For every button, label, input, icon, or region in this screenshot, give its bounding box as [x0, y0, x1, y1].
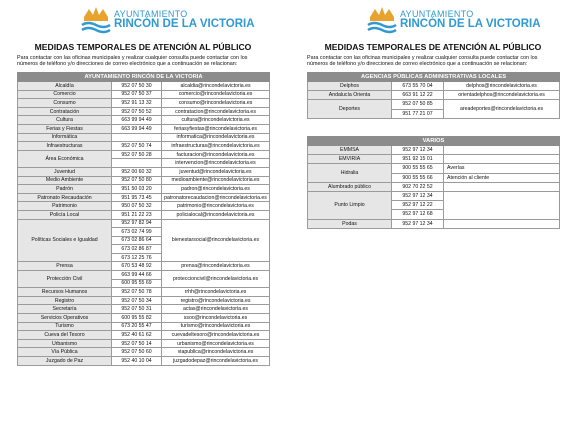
table-row	[308, 191, 560, 200]
table-row	[18, 150, 270, 159]
municipal-logo	[80, 3, 255, 35]
department-name: Juzgado de Paz	[18, 357, 112, 366]
phone-number: 663 99 44 66	[112, 271, 162, 280]
email-address[interactable]: areadeportes@rincondelavictoria.es	[444, 100, 560, 118]
intro-text: Para contactar con las oficinas municipales y realizar cualquier consulta puede contactar con los números de teléfono y/o direcciones de correo electrónico que a continuación se relacionan:	[17, 55, 248, 68]
email-address[interactable]: viapublica@rincondelavictoria.es	[162, 348, 270, 357]
table-row	[18, 339, 270, 348]
department-name: Cultura	[18, 116, 112, 125]
email-address: Atención al cliente	[444, 173, 560, 182]
phone-number: 952 40 10 04	[112, 357, 162, 366]
phone-number: 952 07 50 80	[112, 176, 162, 185]
phone-number: 952 07 50 14	[112, 339, 162, 348]
phone-number: 900 55 55 65	[392, 164, 444, 173]
table-row	[18, 133, 270, 142]
page-title: MEDIDAS TEMPORALES DE ATENCIÓN AL PÚBLICO	[34, 42, 252, 52]
table-row	[308, 82, 560, 91]
department-name: Turismo	[18, 322, 112, 331]
table-row	[308, 182, 560, 191]
email-address[interactable]: comercio@rincondelavictoria.es	[162, 90, 270, 99]
email-address[interactable]: prensa@rincondelavictoria.es	[162, 262, 270, 271]
email-address[interactable]: actas@rincondelavictoria.es	[162, 305, 270, 314]
table-row	[18, 322, 270, 331]
email-address[interactable]: intervencion@rincondelavictoria.es	[162, 159, 270, 168]
phone-number: 673 02 86 64	[112, 236, 162, 245]
email-address[interactable]: ssoo@rincondelavictoria.es	[162, 314, 270, 323]
ayuntamiento-table-header: AYUNTAMIENTO RINCÓN DE LA VICTORIA	[18, 73, 270, 82]
table-row	[18, 167, 270, 176]
department-name: Servicios Operativos	[18, 314, 112, 323]
email-address	[444, 219, 560, 228]
phone-number: 952 97 12 34	[392, 219, 444, 228]
table-row	[18, 288, 270, 297]
email-address[interactable]: bienestarsocial@rincondelavictoria.es	[162, 219, 270, 262]
phone-number: 952 97 12 34	[392, 191, 444, 200]
email-address	[444, 155, 560, 164]
phone-number: 952 00 60 32	[112, 167, 162, 176]
department-name: Comercio	[18, 90, 112, 99]
email-address[interactable]: infraestructuras@rincondelavictoria.es	[162, 142, 270, 151]
email-address[interactable]: padron@rincondelavictoria.es	[162, 185, 270, 194]
phone-number: 952 91 13 32	[112, 99, 162, 108]
department-name: Ferias y Fiestas	[18, 124, 112, 133]
email-address[interactable]: juzgadodepaz@rincondelavictoria.es	[162, 357, 270, 366]
table-row	[18, 185, 270, 194]
crown-emblem-icon	[366, 3, 398, 35]
phone-number: 663 99 94 49	[112, 116, 162, 125]
phone-number: 952 07 50 60	[112, 348, 162, 357]
phone-number: 952 97 12 68	[392, 210, 444, 219]
department-name: Protección Civil	[18, 271, 112, 288]
ayuntamiento-table	[17, 72, 270, 366]
department-name: Consumo	[18, 99, 112, 108]
email-address[interactable]: delphos@rincondelavictoria.es	[444, 82, 560, 91]
department-name: Alcaldía	[18, 82, 112, 91]
table-row	[18, 296, 270, 305]
email-address[interactable]: cultura@rincondelavictoria.es	[162, 116, 270, 125]
table-row	[18, 202, 270, 211]
table-row	[308, 100, 560, 109]
phone-number: 952 07 50 85	[392, 100, 444, 109]
department-name: Secretaría	[18, 305, 112, 314]
phone-number: 952 07 50 34	[112, 296, 162, 305]
phone-number: 952 07 50 78	[112, 288, 162, 297]
email-address[interactable]: proteccioncivil@rincondelavictoria.es	[162, 271, 270, 288]
table-row	[18, 90, 270, 99]
table-row	[18, 271, 270, 280]
department-name: Prensa	[18, 262, 112, 271]
phone-number: 663 99 94 49	[112, 124, 162, 133]
email-address[interactable]: cuevadeltesoro@rincondelavictoria.es	[162, 331, 270, 340]
email-address[interactable]: turismo@rincondelavictoria.es	[162, 322, 270, 331]
department-name: Andalucía Orienta	[308, 91, 392, 100]
phone-number: 673 12 25 76	[112, 253, 162, 262]
department-name: Urbanismo	[18, 339, 112, 348]
email-address[interactable]: alcaldia@rincondelavictoria.es	[162, 82, 270, 91]
phone-number: 600 95 55 69	[112, 279, 162, 288]
phone-number: 952 07 50 74	[112, 142, 162, 151]
email-address[interactable]: informatica@rincondelavictoria.es	[162, 133, 270, 142]
table-row	[18, 210, 270, 219]
varios-table-header: VARIOS	[308, 137, 560, 146]
email-address[interactable]: consumo@rincondelavictoria.es	[162, 99, 270, 108]
phone-number: 673 20 55 47	[112, 322, 162, 331]
logo-line-2: RINCÓN DE LA VICTORIA	[114, 18, 255, 30]
department-name: Infraestructuras	[18, 142, 112, 151]
department-name: Políticas Sociales e Igualdad	[18, 219, 112, 262]
email-address[interactable]: facturacion@rincondelavictoria.es	[162, 150, 270, 159]
phone-number: 951 92 15 01	[392, 155, 444, 164]
phone-number: 600 95 55 82	[112, 314, 162, 323]
phone-number: 673 02 86 87	[112, 245, 162, 254]
phone-number: 951 95 73 45	[112, 193, 162, 202]
table-row	[18, 193, 270, 202]
table-row	[18, 176, 270, 185]
phone-number: 670 53 48 92	[112, 262, 162, 271]
phone-number: 952 97 12 34	[392, 146, 444, 155]
department-name: Podas	[308, 219, 392, 228]
table-row	[18, 305, 270, 314]
phone-number: 952 97 12 22	[392, 201, 444, 210]
email-address[interactable]: patronatorecaudacion@rincondelavictoria.es	[162, 193, 270, 202]
department-name: Área Económica	[18, 150, 112, 167]
phone-number: 900 55 55 66	[392, 173, 444, 182]
agencias-table-header: AGENCIAS PÚBLICAS ADMINISTRATIVAS LOCALES	[308, 73, 560, 82]
phone-number: 673 02 74 99	[112, 228, 162, 237]
phone-number: 952 07 50 31	[112, 305, 162, 314]
email-address[interactable]: medioambiente@rincondelavictoria.es	[162, 176, 270, 185]
department-name: Contratación	[18, 107, 112, 116]
department-name: Medio Ambiente	[18, 176, 112, 185]
phone-number: 663 91 12 22	[392, 91, 444, 100]
phone-number: 952 40 61 62	[112, 331, 162, 340]
phone-number: 951 21 22 23	[112, 210, 162, 219]
table-row	[308, 146, 560, 155]
phone-number: 952 07 50 28	[112, 150, 162, 159]
email-address[interactable]: contratacion@rincondelavictoria.es	[162, 107, 270, 116]
email-address	[444, 146, 560, 155]
phone-number: 951 50 03 20	[112, 185, 162, 194]
phone-number: 902 70 22 52	[392, 182, 444, 191]
department-name: Informática	[18, 133, 112, 142]
table-row	[18, 116, 270, 125]
agencias-table	[307, 72, 560, 119]
table-row	[18, 219, 270, 228]
department-name: Recursos Humanos	[18, 288, 112, 297]
email-address[interactable]: policialocal@rincondelavictoria.es	[162, 210, 270, 219]
phone-number	[112, 159, 162, 168]
department-name: Punto Limpio	[308, 191, 392, 219]
crown-emblem-icon	[80, 3, 112, 35]
table-row	[308, 155, 560, 164]
department-name: EMVIRIA	[308, 155, 392, 164]
phone-number: 673 55 70 04	[392, 82, 444, 91]
table-row	[18, 142, 270, 151]
department-name: Juventud	[18, 167, 112, 176]
department-name: Delphos	[308, 82, 392, 91]
table-row	[308, 164, 560, 173]
email-address[interactable]: juventud@rincondelavictoria.es	[162, 167, 270, 176]
municipal-logo	[366, 3, 541, 35]
department-name: Patronato Recaudación	[18, 193, 112, 202]
phone-number: 950 07 50 32	[112, 202, 162, 211]
varios-table	[307, 136, 560, 229]
department-name: Cueva del Tesoro	[18, 331, 112, 340]
table-row	[308, 219, 560, 228]
logo-line-1: AYUNTAMIENTO	[114, 9, 188, 19]
department-name: Patrimonio	[18, 202, 112, 211]
table-row	[18, 314, 270, 323]
email-address[interactable]: registro@rincondelavictoria.es	[162, 296, 270, 305]
table-row	[18, 124, 270, 133]
table-row	[18, 82, 270, 91]
department-name: Hidralia	[308, 164, 392, 182]
phone-number	[112, 133, 162, 142]
logo-line-2: RINCÓN DE LA VICTORIA	[400, 18, 541, 30]
phone-number: 952 07 50 37	[112, 90, 162, 99]
email-address[interactable]	[444, 191, 560, 219]
email-address[interactable]: feriasyfiestas@rincondelavictoria.es	[162, 124, 270, 133]
table-row	[18, 99, 270, 108]
table-row	[308, 91, 560, 100]
phone-number: 952 97 82 94	[112, 219, 162, 228]
email-address[interactable]: orientadelphos@rincondelavictoria.es	[444, 91, 560, 100]
phone-number: 951 77 21 07	[392, 109, 444, 118]
table-row	[18, 331, 270, 340]
department-name: Policía Local	[18, 210, 112, 219]
department-name: Padrón	[18, 185, 112, 194]
phone-number: 952 07 50 52	[112, 107, 162, 116]
department-name: Deportes	[308, 100, 392, 118]
department-name: Registro	[18, 296, 112, 305]
table-row	[18, 262, 270, 271]
table-row	[18, 348, 270, 357]
email-address: Averías	[444, 164, 560, 173]
logo-line-1: AYUNTAMIENTO	[400, 9, 474, 19]
email-address[interactable]: rrhh@rincondelavictoria.es	[162, 288, 270, 297]
table-row	[18, 107, 270, 116]
email-address[interactable]: patrimonio@rincondelavictoria.es	[162, 202, 270, 211]
department-name: Vía Pública	[18, 348, 112, 357]
email-address[interactable]: urbanismo@rincondelavictoria.es	[162, 339, 270, 348]
page-title: MEDIDAS TEMPORALES DE ATENCIÓN AL PÚBLICO	[324, 42, 542, 52]
intro-text: Para contactar con las oficinas municipales y realizar cualquier consulta puede contactar con los números de teléfono y/o direcciones de correo electrónico que a continuación se relacionan:	[307, 55, 538, 68]
phone-number: 952 07 50 30	[112, 82, 162, 91]
department-name: EMMSA	[308, 146, 392, 155]
email-address	[444, 182, 560, 191]
table-row	[18, 357, 270, 366]
department-name: Alumbrado público	[308, 182, 392, 191]
